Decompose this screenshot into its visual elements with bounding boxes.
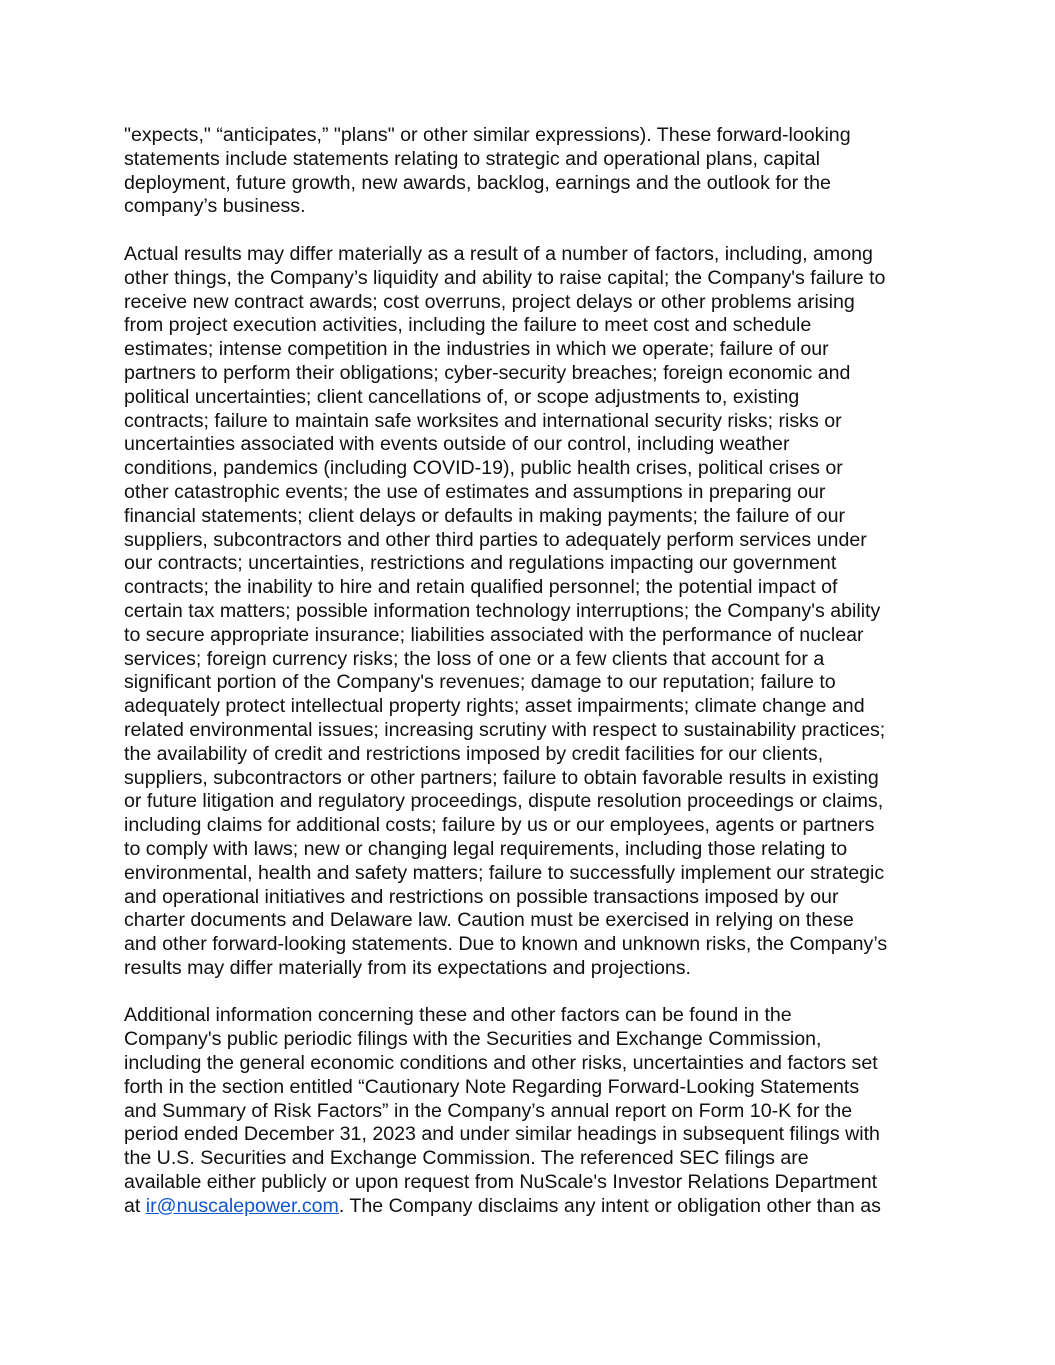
text-line: contracts; the inability to hire and retain qualified personnel; the potential impact of [124,576,838,599]
text-line: Company's public periodic filings with the Securities and Exchange Commission, [124,1028,822,1051]
text-line: the U.S. Securities and Exchange Commission. The referenced SEC filings are [124,1147,809,1170]
text-line: "expects," “anticipates,” "plans" or other similar expressions). These forward-looking [124,124,851,146]
text-line: contracts; failure to maintain safe worksites and international security risks; risks or [124,409,842,432]
text-line: to comply with laws; new or changing legal requirements, including those relating to [124,837,848,860]
text-line: receive new contract awards; cost overruns, project delays or other problems arising [124,290,855,313]
text-line: suppliers, subcontractors and other third parties to adequately perform services under [124,528,867,551]
text-line-with-email [124,1195,934,1219]
paragraph-additional-information [124,1004,934,1218]
text-line: to secure appropriate insurance; liabilities associated with the performance of nuclear [124,623,864,646]
text-line: the availability of credit and restrictions imposed by credit facilities for our clients, [124,742,824,765]
text-line: or future litigation and regulatory proceedings, dispute resolution proceedings or claims, [124,790,884,813]
text-line: charter documents and Delaware law. Caution must be exercised in relying on these [124,909,854,932]
text-line: and other forward-looking statements. Due to known and unknown risks, the Company’s [124,933,888,956]
text-line: from project execution activities, including the failure to meet cost and schedule [124,314,812,337]
text-line: services; foreign currency risks; the loss of one or a few clients that account for a [124,647,825,670]
text-line: environmental, health and safety matters; failure to successfully implement our strategic [124,861,885,884]
text-line: results may differ materially from its expectations and projections. [124,956,692,979]
text-line: deployment, future growth, new awards, backlog, earnings and the outlook for the [124,171,831,194]
paragraph-forward-looking-intro [124,124,934,219]
document-page [124,124,934,1242]
investor-relations-email-link[interactable]: ir@nuscalepower.com [145,1194,339,1217]
text-line: available either publicly or upon request from NuScale's Investor Relations Department [124,1171,878,1194]
text-line: significant portion of the Company's revenues; damage to our reputation; failure to [124,671,836,694]
text-line: Actual results may differ materially as a result of a number of factors, including, among [124,242,873,265]
text-line: certain tax matters; possible information technology interruptions; the Company's ability [124,599,881,622]
text-line: estimates; intense competition in the industries in which we operate; failure of our [124,338,829,361]
text-line: other things, the Company’s liquidity and ability to raise capital; the Company's failure to [124,266,886,289]
text-line: conditions, pandemics (including COVID-19), public health crises, political crises or [124,457,843,480]
text-line: company’s business. [124,195,306,218]
text-line: suppliers, subcontractors or other partners; failure to obtain favorable results in existing [124,766,879,789]
text-line: including claims for additional costs; failure by us or our employees, agents or partners [124,814,875,837]
line-suffix: . The Company disclaims any intent or obligation other than as [338,1194,881,1217]
text-line: and operational initiatives and restrictions on possible transactions imposed by our [124,885,839,908]
text-line: and Summary of Risk Factors” in the Company’s annual report on Form 10-K for the [124,1099,853,1122]
text-line: financial statements; client delays or defaults in making payments; the failure of our [124,504,845,527]
text-line: other catastrophic events; the use of estimates and assumptions in preparing our [124,480,826,503]
text-line: related environmental issues; increasing scrutiny with respect to sustainability practices; [124,718,886,741]
text-line: period ended December 31, 2023 and under similar headings in subsequent filings with [124,1123,880,1146]
paragraph-risk-factors [124,243,934,981]
text-line: adequately protect intellectual property rights; asset impairments; climate change and [124,695,865,718]
text-line: forth in the section entitled “Cautionary Note Regarding Forward-Looking Statements [124,1075,860,1098]
text-line: uncertainties associated with events outside of our control, including weather [124,433,790,456]
text-line: political uncertainties; client cancellations of, or scope adjustments to, existing [124,385,800,408]
text-line: statements include statements relating to strategic and operational plans, capital [124,147,820,170]
text-line: Additional information concerning these and other factors can be found in the [124,1004,792,1027]
text-line: our contracts; uncertainties, restrictions and regulations impacting our government [124,552,837,575]
text-line: including the general economic conditions and other risks, uncertainties and factors set [124,1052,878,1075]
line-prefix: at [124,1194,146,1217]
text-line: partners to perform their obligations; cyber-security breaches; foreign economic and [124,361,851,384]
